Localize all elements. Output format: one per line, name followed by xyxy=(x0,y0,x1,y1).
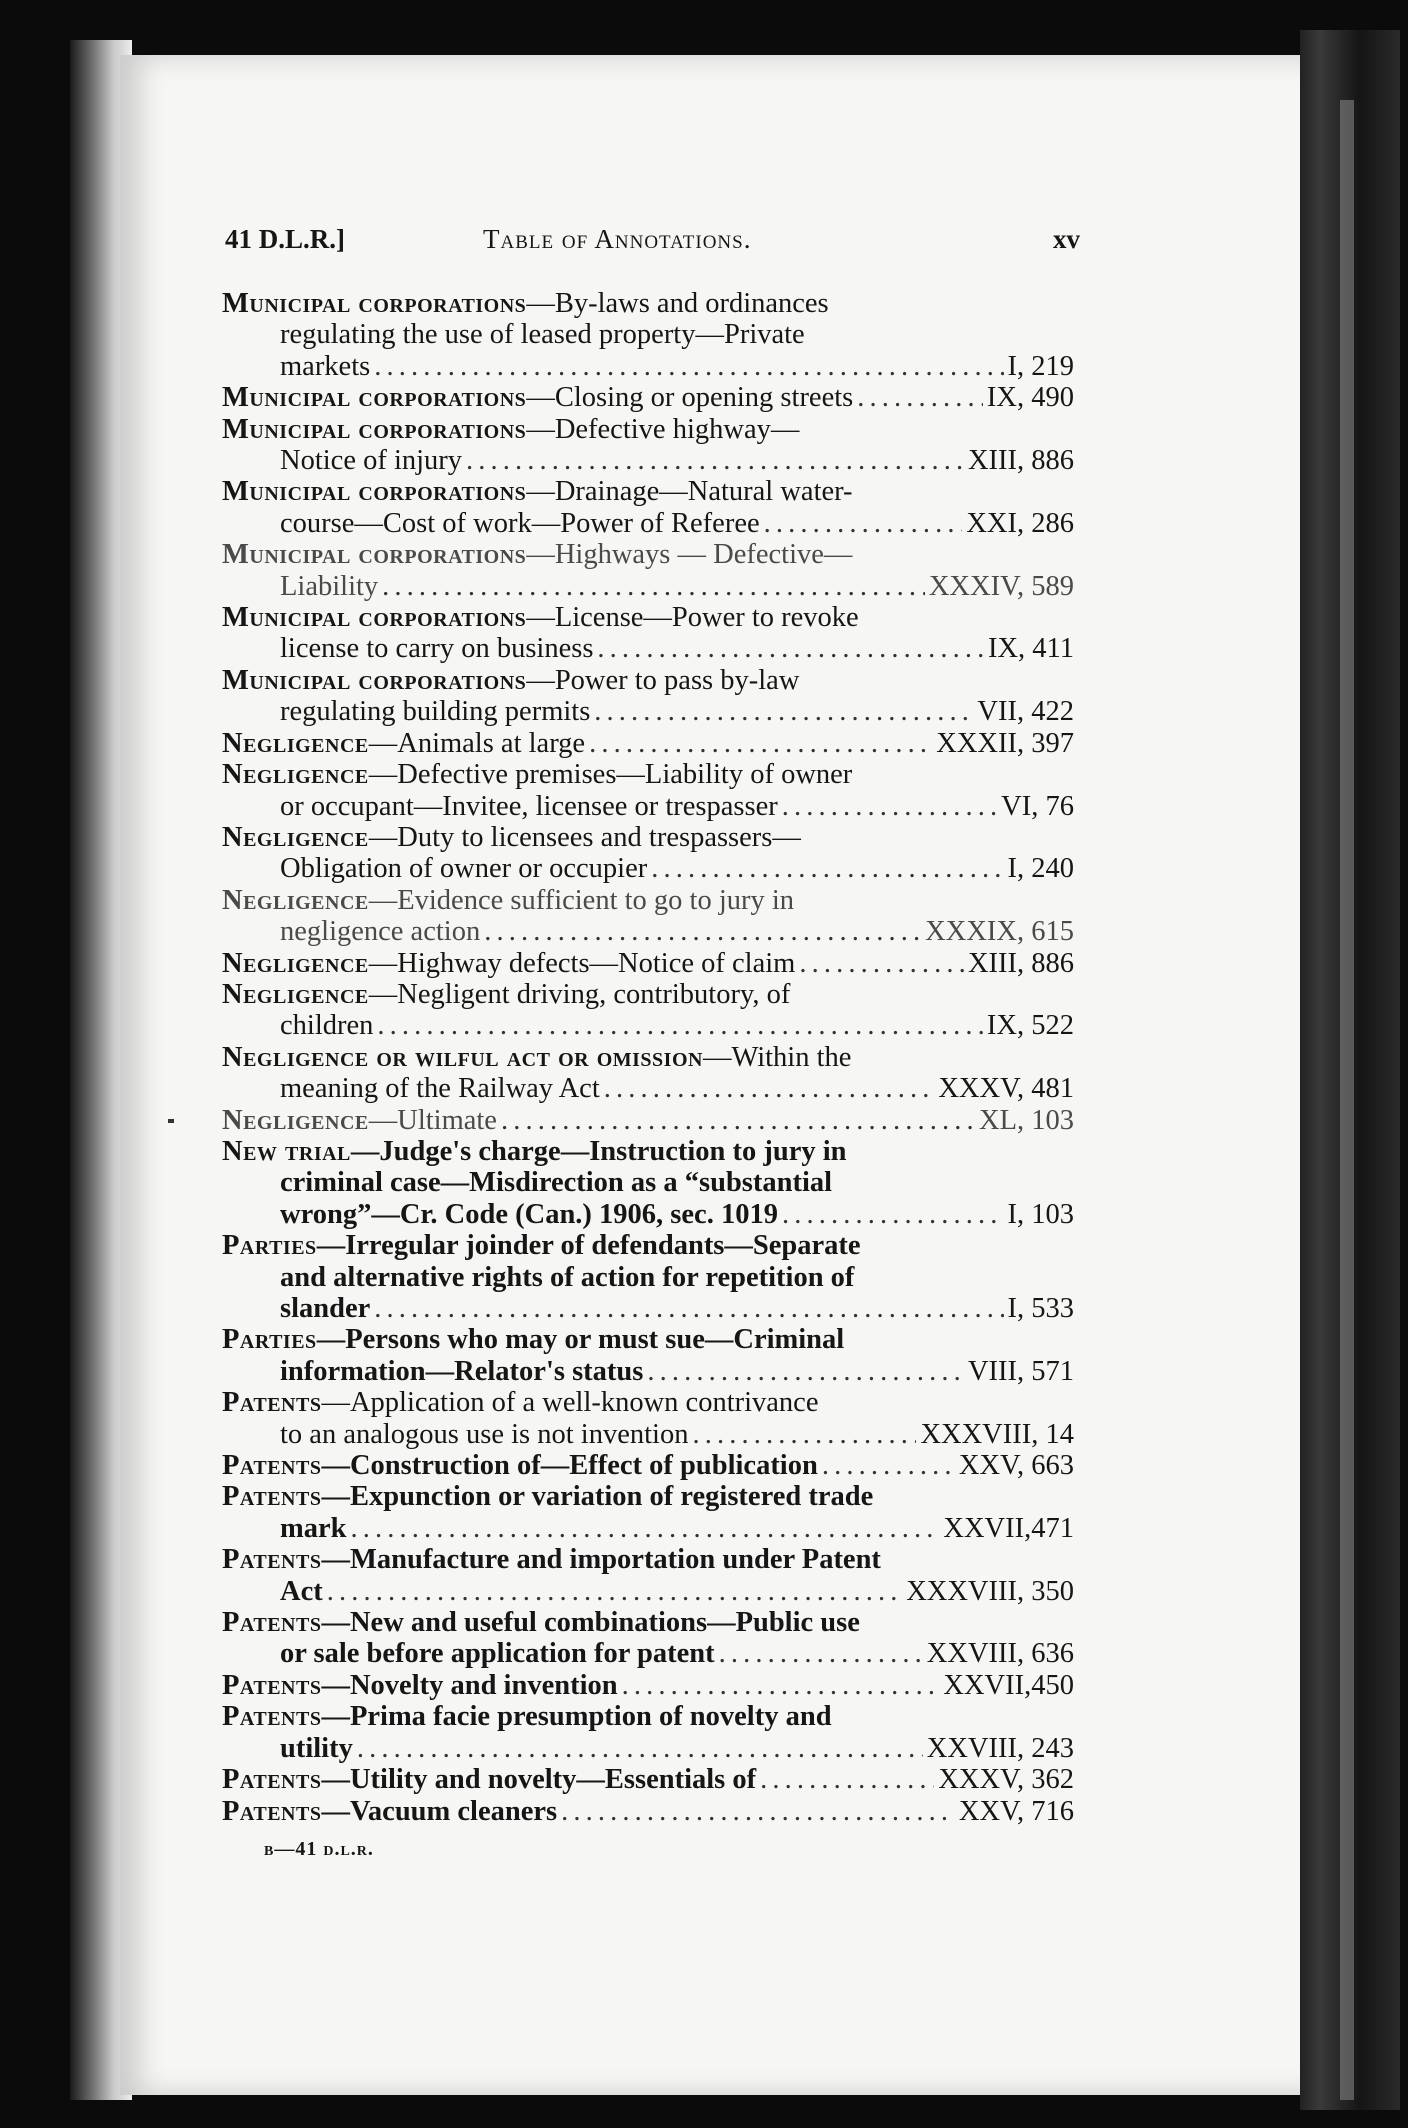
entry-text: to an analogous use is not invention xyxy=(280,1418,689,1450)
dot-leader xyxy=(377,1010,983,1041)
entry-line xyxy=(222,1764,1074,1795)
volume-page-reference: I, 533 xyxy=(1007,1293,1074,1324)
entry-heading: Negligence xyxy=(222,759,369,791)
entry-line xyxy=(222,319,1074,350)
entry-heading: Patents xyxy=(222,1544,322,1576)
volume-page-reference: IX, 490 xyxy=(986,382,1074,414)
volume-page-reference: XIII, 886 xyxy=(967,947,1074,979)
volume-page-reference: I, 103 xyxy=(1007,1198,1074,1230)
entry-text: regulating the use of leased property—Private xyxy=(280,319,805,351)
entry-text: Obligation of owner or occupier xyxy=(280,853,648,885)
volume-page-reference: I, 219 xyxy=(1007,350,1074,382)
entry-line xyxy=(222,1356,1074,1387)
volume-page-reference: XXVIII, 636 xyxy=(926,1638,1074,1670)
volume-page-reference: IX, 411 xyxy=(987,633,1074,665)
dot-leader xyxy=(597,633,984,664)
entry-text: —Persons who may or must sue—Criminal xyxy=(316,1324,845,1356)
annotation-list xyxy=(222,288,1074,1827)
entry-heading: Patents xyxy=(222,1764,322,1796)
entry-line xyxy=(222,791,1074,822)
entry-heading: Negligence xyxy=(222,884,369,916)
entry-line xyxy=(222,633,1074,664)
dot-leader xyxy=(822,1450,955,1481)
annotation-entry xyxy=(222,1481,1074,1544)
annotation-entry xyxy=(222,476,1074,539)
entry-text: or sale before application for patent xyxy=(280,1638,715,1670)
entry-heading: Negligence xyxy=(222,821,369,853)
entry-line xyxy=(222,1293,1074,1324)
entry-line xyxy=(222,1513,1074,1544)
annotation-entry xyxy=(222,1136,1074,1230)
entry-heading: Municipal corporations xyxy=(222,602,527,634)
entry-line xyxy=(222,853,1074,884)
entry-line xyxy=(222,1230,1074,1261)
dot-leader xyxy=(782,1199,1004,1230)
entry-text: slander xyxy=(280,1293,371,1324)
entry-line xyxy=(222,885,1074,916)
volume-page-reference: XXXV, 481 xyxy=(938,1073,1074,1105)
volume-page-reference: XXVIII, 243 xyxy=(926,1732,1074,1764)
entry-text: —Ultimate xyxy=(368,1104,497,1136)
annotation-entry xyxy=(222,414,1074,477)
entry-text: meaning of the Railway Act xyxy=(280,1073,600,1105)
dot-leader xyxy=(357,1733,923,1764)
dot-leader xyxy=(604,1073,935,1104)
entry-text: —Irregular joinder of defendants—Separate xyxy=(316,1230,861,1262)
dot-leader xyxy=(561,1796,955,1827)
entry-text: —Drainage—Natural water- xyxy=(526,476,853,508)
entry-heading: Patents xyxy=(222,1795,322,1827)
entry-heading: Negligence xyxy=(222,978,369,1010)
entry-heading: Negligence xyxy=(222,1104,369,1136)
entry-line xyxy=(222,382,1074,413)
dot-leader xyxy=(501,1105,975,1136)
annotation-entry xyxy=(222,288,1074,382)
entry-text: —Duty to licensees and trespassers— xyxy=(368,821,801,853)
entry-text: markets xyxy=(280,350,371,382)
entry-line xyxy=(222,508,1074,539)
margin-mark xyxy=(168,1119,174,1123)
entry-line xyxy=(222,288,1074,319)
entry-heading: Patents xyxy=(222,1481,322,1513)
entry-text: —Evidence sufficient to go to jury in xyxy=(368,884,795,916)
entry-line xyxy=(222,1481,1074,1512)
entry-line xyxy=(222,351,1074,382)
entry-line xyxy=(222,979,1074,1010)
entry-text: or occupant—Invitee, licensee or trespasser xyxy=(280,790,778,822)
annotation-entry xyxy=(222,728,1074,759)
entry-line xyxy=(222,759,1074,790)
running-header xyxy=(225,224,1080,260)
dot-leader xyxy=(764,508,963,539)
entry-heading: Negligence or wilful act or omission xyxy=(222,1041,703,1073)
entry-line xyxy=(222,1450,1074,1481)
volume-page-reference: XXXIV, 589 xyxy=(928,570,1074,602)
volume-page-reference: I, 240 xyxy=(1007,853,1074,885)
entry-heading: Municipal corporations xyxy=(222,664,527,696)
entry-text: —Highway defects—Notice of claim xyxy=(368,947,796,979)
entry-heading: Patents xyxy=(222,1607,322,1639)
entry-text: —License—Power to revoke xyxy=(526,602,859,634)
dot-leader xyxy=(351,1513,940,1544)
signature-mark: b—41 d.l.r. xyxy=(264,1838,374,1860)
dot-leader xyxy=(799,948,964,979)
entry-text: regulating building permits xyxy=(280,696,591,728)
annotation-entry xyxy=(222,1105,1074,1136)
entry-line xyxy=(222,445,1074,476)
annotation-entry xyxy=(222,948,1074,979)
entry-line xyxy=(222,1262,1074,1293)
entry-line xyxy=(222,1073,1074,1104)
entry-line xyxy=(222,1607,1074,1638)
volume-page-reference: VI, 76 xyxy=(1001,790,1074,822)
volume-page-reference: IX, 522 xyxy=(986,1010,1074,1042)
annotation-entry xyxy=(222,885,1074,948)
entry-text: —Prima facie presumption of novelty and xyxy=(321,1701,832,1733)
entry-line xyxy=(222,1544,1074,1575)
entry-text: information—Relator's status xyxy=(280,1355,644,1387)
volume-page-reference: XXVII,450 xyxy=(943,1669,1074,1701)
volume-label: 41 D.L.R.] xyxy=(225,224,345,254)
dot-leader xyxy=(382,571,925,602)
entry-text: —Application of a well-known contrivance xyxy=(321,1387,819,1419)
entry-text: —Defective highway— xyxy=(526,413,800,445)
entry-text: —New and useful combinations—Public use xyxy=(321,1607,860,1639)
entry-heading: Municipal corporations xyxy=(222,382,527,414)
entry-line xyxy=(222,1638,1074,1669)
volume-page-reference: XXXIX, 615 xyxy=(925,916,1074,948)
annotation-entry xyxy=(222,665,1074,728)
dot-leader xyxy=(719,1638,923,1669)
annotation-entry xyxy=(222,1450,1074,1481)
dot-leader xyxy=(760,1764,934,1795)
dot-leader xyxy=(327,1576,902,1607)
entry-line xyxy=(222,1199,1074,1230)
entry-heading: Negligence xyxy=(222,727,369,759)
volume-page-reference: XXV, 716 xyxy=(958,1795,1074,1827)
dot-leader xyxy=(374,351,1003,382)
annotation-entry xyxy=(222,822,1074,885)
dot-leader xyxy=(589,728,932,759)
entry-line xyxy=(222,916,1074,947)
entry-text: Liability xyxy=(280,570,379,602)
volume-page-reference: XXI, 286 xyxy=(966,507,1074,539)
annotation-entry xyxy=(222,1042,1074,1105)
entry-heading: Negligence xyxy=(222,947,369,979)
entry-heading: Parties xyxy=(222,1324,317,1356)
entry-line xyxy=(222,602,1074,633)
annotation-entry xyxy=(222,759,1074,822)
annotation-entry xyxy=(222,979,1074,1042)
entry-heading: Municipal corporations xyxy=(222,413,527,445)
entry-line xyxy=(222,1136,1074,1167)
entry-heading: Municipal corporations xyxy=(222,476,527,508)
entry-text: —Highways — Defective— xyxy=(526,539,853,571)
book-edge-right xyxy=(1300,30,1400,2110)
entry-text: —Construction of—Effect of publication xyxy=(321,1450,818,1482)
entry-text: children xyxy=(280,1010,374,1042)
entry-line xyxy=(222,1733,1074,1764)
volume-page-reference: XXXV, 362 xyxy=(938,1764,1074,1796)
annotation-entry xyxy=(222,1701,1074,1764)
dot-leader xyxy=(374,1293,1003,1324)
entry-heading: Municipal corporations xyxy=(222,288,527,319)
dot-leader xyxy=(484,916,921,947)
dot-leader xyxy=(857,382,983,413)
volume-page-reference: XXVII,471 xyxy=(943,1512,1074,1544)
entry-text: —By-laws and ordinances xyxy=(526,288,829,319)
dot-leader xyxy=(622,1670,940,1701)
annotation-entry xyxy=(222,382,1074,413)
volume-page-reference: XXXVIII, 14 xyxy=(920,1418,1074,1450)
entry-line xyxy=(222,1324,1074,1355)
annotation-entry xyxy=(222,1544,1074,1607)
entry-text: Act xyxy=(280,1575,323,1607)
annotation-entry xyxy=(222,1387,1074,1450)
volume-page-reference: XXV, 663 xyxy=(958,1450,1074,1482)
entry-text: —Defective premises—Liability of owner xyxy=(368,759,853,791)
dot-leader xyxy=(466,445,964,476)
entry-text: —Manufacture and importation under Patent xyxy=(321,1544,881,1576)
annotation-entry xyxy=(222,1670,1074,1701)
entry-line xyxy=(222,1796,1074,1827)
volume-page-reference: XIII, 886 xyxy=(967,445,1074,477)
entry-text: wrong”—Cr. Code (Can.) 1906, sec. 1019 xyxy=(280,1198,778,1230)
entry-line xyxy=(222,1010,1074,1041)
annotation-entry xyxy=(222,1324,1074,1387)
entry-line xyxy=(222,1576,1074,1607)
volume-page-reference: XL, 103 xyxy=(979,1104,1074,1136)
entry-text: —Animals at large xyxy=(368,727,586,759)
annotation-entry xyxy=(222,1764,1074,1795)
entry-text: license to carry on business xyxy=(280,633,594,665)
entry-line xyxy=(222,1042,1074,1073)
entry-text: Notice of injury xyxy=(280,445,463,477)
entry-line xyxy=(222,728,1074,759)
volume-page-reference: XXXVIII, 350 xyxy=(906,1575,1074,1607)
annotation-entry xyxy=(222,1607,1074,1670)
volume-page-reference: VII, 422 xyxy=(977,696,1074,728)
dot-leader xyxy=(647,1356,964,1387)
entry-heading: Patents xyxy=(222,1669,322,1701)
entry-text: mark xyxy=(280,1512,347,1544)
entry-text: utility xyxy=(280,1732,353,1764)
entry-text: negligence action xyxy=(280,916,481,948)
entry-line xyxy=(222,948,1074,979)
entry-line xyxy=(222,665,1074,696)
entry-heading: Parties xyxy=(222,1230,317,1262)
annotation-entry xyxy=(222,539,1074,602)
entry-text: —Closing or opening streets xyxy=(526,382,854,414)
entry-heading: Patents xyxy=(222,1387,322,1419)
entry-line xyxy=(222,414,1074,445)
entry-text: and alternative rights of action for repetition of xyxy=(280,1261,855,1293)
entry-heading: Patents xyxy=(222,1450,322,1482)
annotation-entry xyxy=(222,1230,1074,1324)
entry-heading: Patents xyxy=(222,1701,322,1733)
dot-leader xyxy=(692,1419,916,1450)
entry-line xyxy=(222,1670,1074,1701)
entry-text: —Judge's charge—Instruction to jury in xyxy=(350,1135,847,1167)
volume-page-reference: XXXII, 397 xyxy=(936,727,1074,759)
entry-heading: Municipal corporations xyxy=(222,539,527,571)
entry-text: —Negligent driving, contributory, of xyxy=(368,978,791,1010)
volume-page-reference: VIII, 571 xyxy=(967,1355,1074,1387)
entry-line xyxy=(222,696,1074,727)
entry-line xyxy=(222,1167,1074,1198)
entry-line xyxy=(222,476,1074,507)
entry-text: criminal case—Misdirection as a “substantial xyxy=(280,1167,833,1199)
entry-line xyxy=(222,822,1074,853)
entry-text: —Expunction or variation of registered trade xyxy=(321,1481,874,1513)
dot-leader xyxy=(782,791,997,822)
entry-line xyxy=(222,1419,1074,1450)
annotation-entry xyxy=(222,1796,1074,1827)
entry-line xyxy=(222,539,1074,570)
annotation-entry xyxy=(222,602,1074,665)
page-number: xv xyxy=(1053,224,1080,254)
entry-line xyxy=(222,1701,1074,1732)
entry-text: —Within the xyxy=(702,1041,852,1073)
entry-heading: New trial xyxy=(222,1135,351,1167)
dot-leader xyxy=(651,853,1003,884)
entry-line xyxy=(222,1387,1074,1418)
entry-text: course—Cost of work—Power of Referee xyxy=(280,507,760,539)
entry-text: —Utility and novelty—Essentials of xyxy=(321,1764,757,1796)
page-title: Table of Annotations. xyxy=(483,224,752,254)
entry-line xyxy=(222,1105,1074,1136)
dot-leader xyxy=(594,696,973,727)
entry-text: —Power to pass by-law xyxy=(526,664,800,696)
entry-line xyxy=(222,571,1074,602)
entry-text: —Novelty and invention xyxy=(321,1669,618,1701)
entry-text: —Vacuum cleaners xyxy=(321,1795,558,1827)
